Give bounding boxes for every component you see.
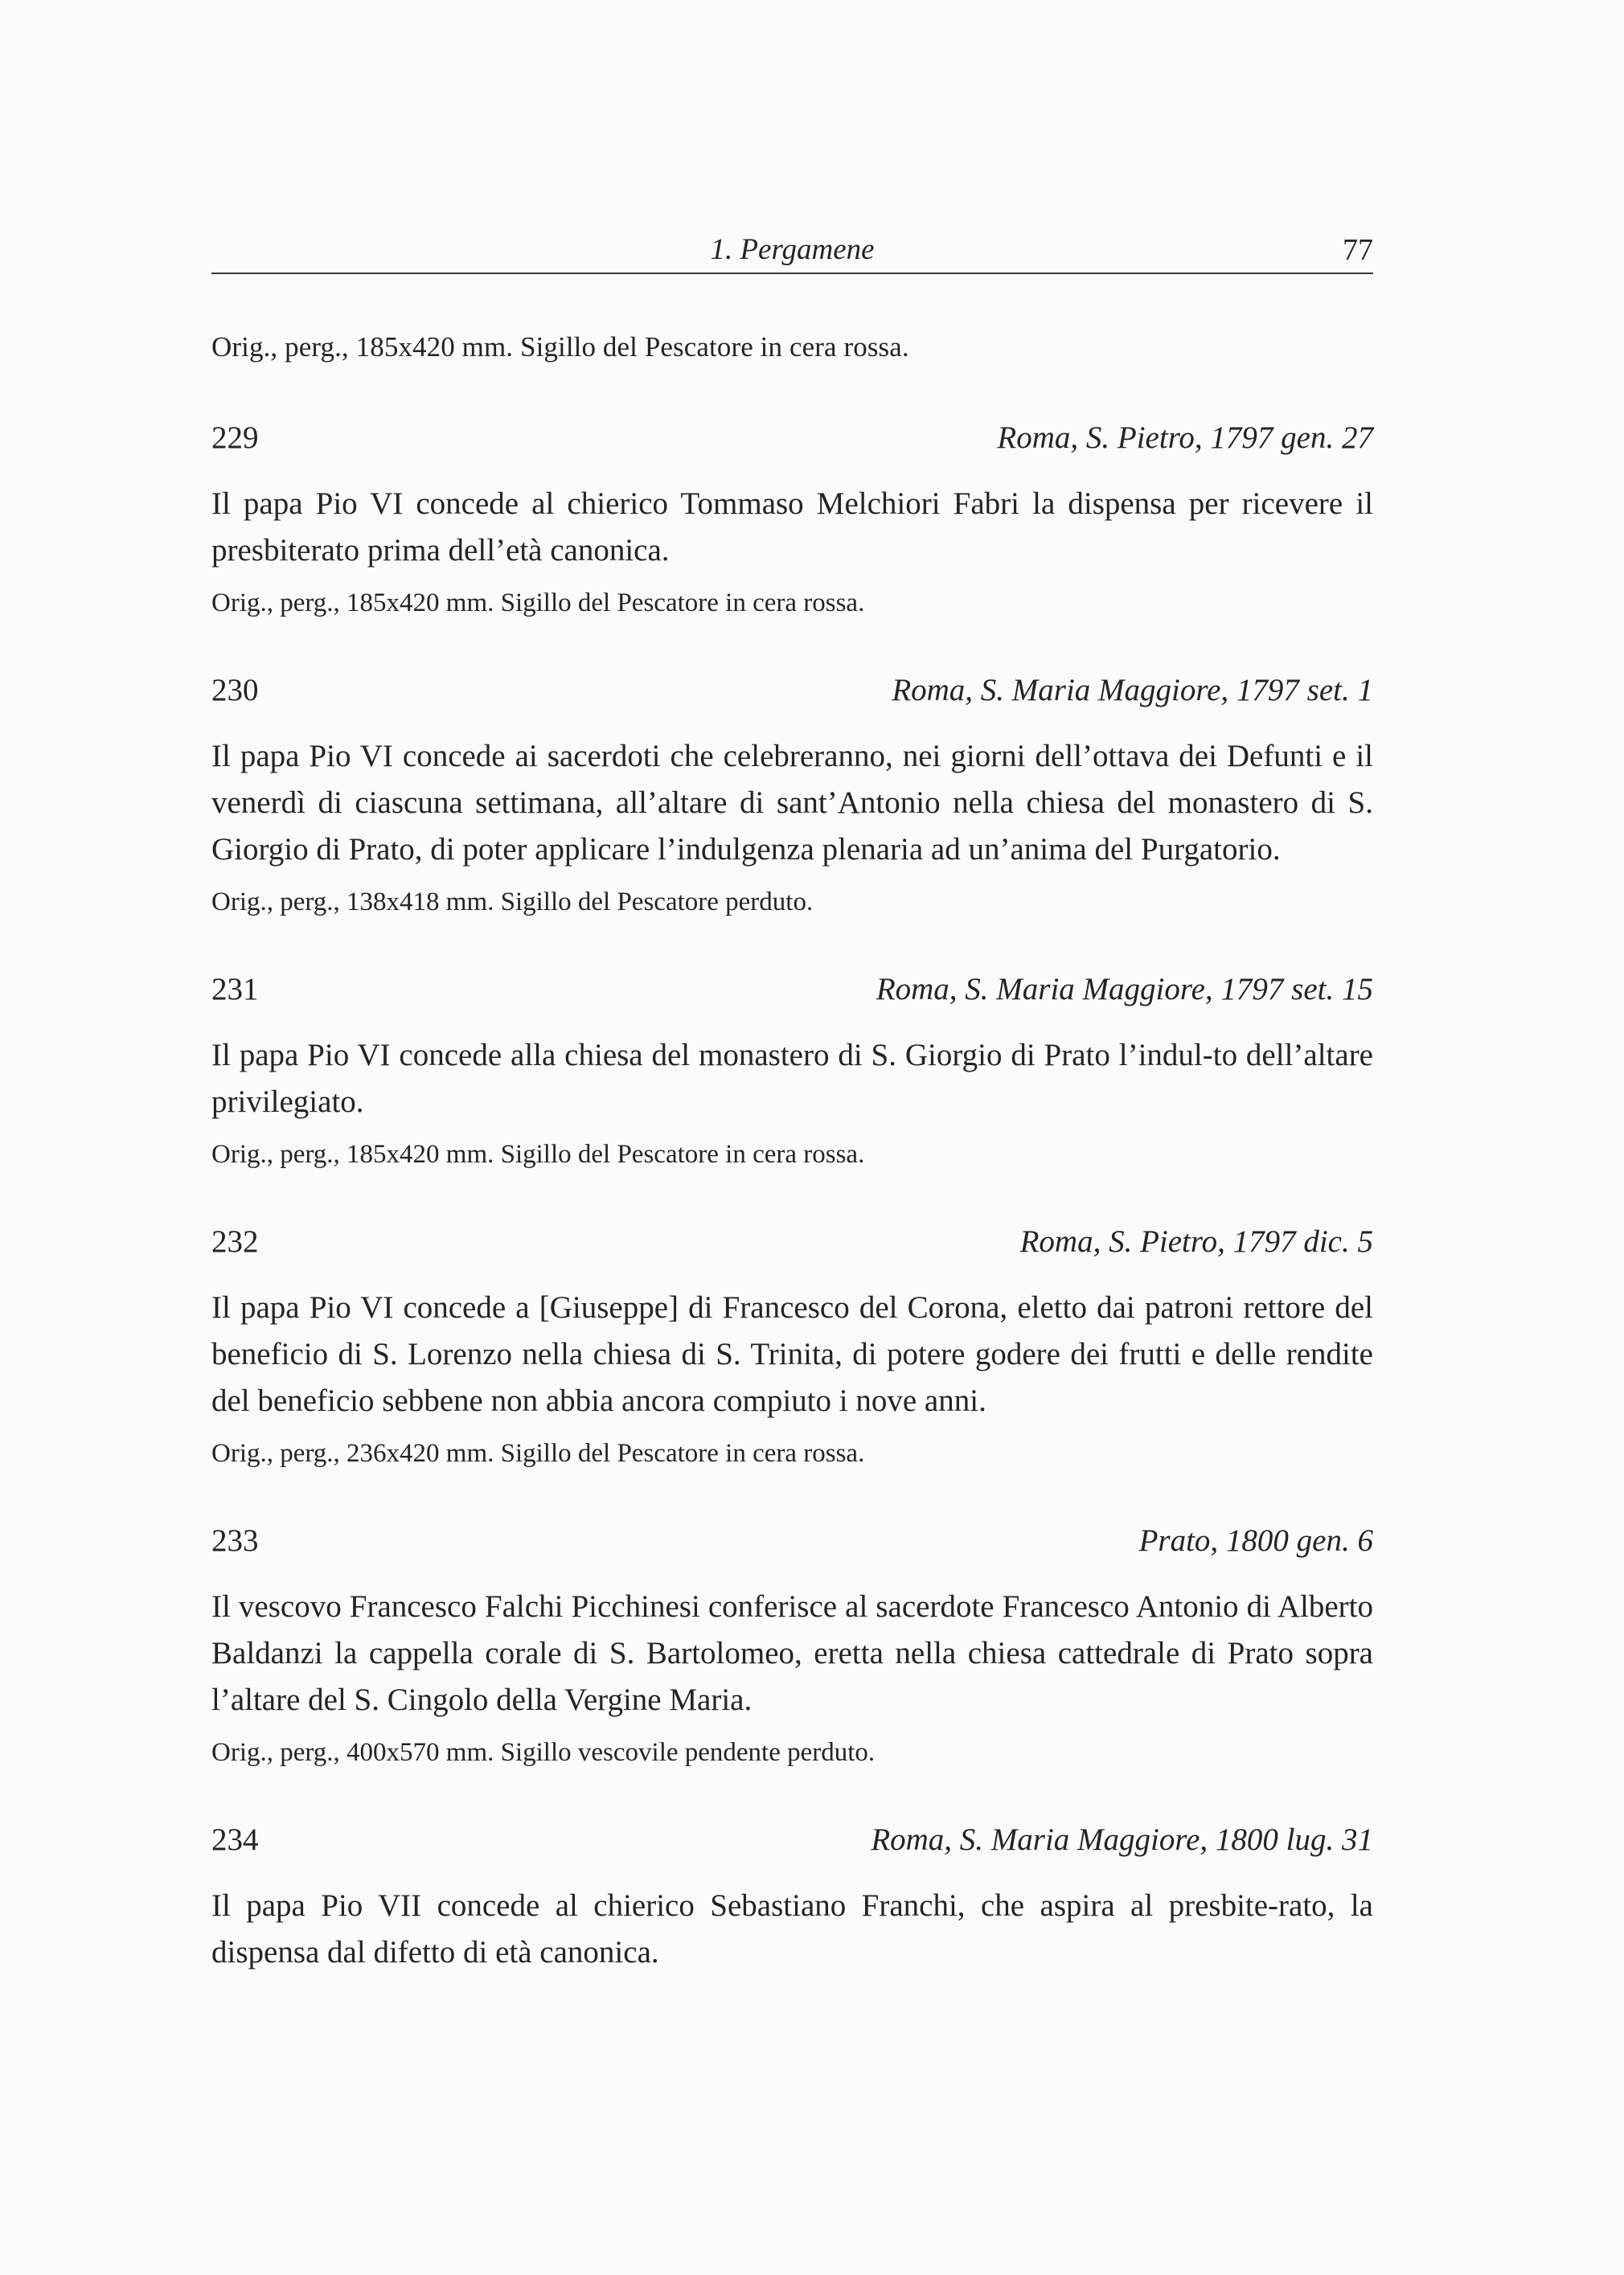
entry-231 bbox=[211, 971, 1373, 1175]
entry-heading bbox=[211, 1523, 1373, 1572]
entry-230 bbox=[211, 672, 1373, 923]
entry-heading bbox=[211, 1822, 1373, 1871]
entry-place-date: Roma, S. Pietro, 1797 dic. 5 bbox=[1019, 1224, 1373, 1259]
entry-place-date: Roma, S. Pietro, 1797 gen. 27 bbox=[997, 420, 1373, 455]
entry-233 bbox=[211, 1523, 1373, 1773]
page-body bbox=[211, 326, 1373, 2024]
carryover-note: Orig., perg., 185x420 mm. Sigillo del Pescatore in cera rossa. bbox=[211, 331, 909, 363]
entry-number: 231 bbox=[211, 972, 259, 1006]
entry-note: Orig., perg., 400x570 mm. Sigillo vescovile pendente perduto. bbox=[211, 1738, 876, 1767]
entry-summary: Il papa Pio VI concede a [Giuseppe] di Francesco del Corona, eletto dai patroni rettore del beneficio di S. Lorenzo nella chiesa di S. Trinita, di potere godere dei frutti e delle rendite del beneficio sebbene non abbia ancora compiuto i nove anni. bbox=[211, 1290, 1373, 1418]
entry-note: Orig., perg., 236x420 mm. Sigillo del Pescatore in cera rossa. bbox=[211, 1439, 865, 1468]
entry-summary: Il papa Pio VI concede ai sacerdoti che celebreranno, nei giorni dell’ottava dei Defunti e il venerdì di ciascuna settimana, all’altare di sant’Antonio nella chiesa del monastero di S. Giorgio di Prato, di poter applicare l’indulgenza plenaria ad un’anima del Purgatorio. bbox=[211, 739, 1373, 867]
entry-place-date: Roma, S. Maria Maggiore, 1797 set. 1 bbox=[892, 673, 1373, 707]
entry-heading bbox=[211, 420, 1373, 469]
entry-note: Orig., perg., 185x420 mm. Sigillo del Pescatore in cera rossa. bbox=[211, 1140, 865, 1169]
running-title: 1. Pergamene bbox=[710, 233, 875, 266]
entry-list bbox=[211, 420, 1373, 1976]
entry-place-date: Prato, 1800 gen. 6 bbox=[1138, 1523, 1373, 1558]
entry-summary: Il papa Pio VI concede al chierico Tommaso Melchiori Fabri la dispensa per ricevere il presbiterato prima dell’età canonica. bbox=[211, 486, 1373, 568]
entry-heading bbox=[211, 971, 1373, 1021]
page-number: 77 bbox=[1343, 233, 1373, 267]
entry-place-date: Roma, S. Maria Maggiore, 1800 lug. 31 bbox=[871, 1822, 1373, 1857]
entry-summary: Il vescovo Francesco Falchi Picchinesi conferisce al sacerdote Francesco Antonio di Alberto Baldanzi la cappella corale di S. Bartolomeo, eretta nella chiesa cattedrale di Prato sopra l’altare del S. Cingolo della Vergine Maria. bbox=[211, 1589, 1373, 1717]
entry-summary: Il papa Pio VII concede al chierico Sebastiano Franchi, che aspira al presbite-rato, la dispensa dal difetto di età canonica. bbox=[211, 1888, 1373, 1970]
entry-number: 233 bbox=[211, 1523, 259, 1558]
header-rule bbox=[211, 273, 1373, 274]
entry-number: 234 bbox=[211, 1822, 259, 1857]
entry-number: 229 bbox=[211, 420, 259, 455]
entry-234 bbox=[211, 1822, 1373, 1976]
entry-place-date: Roma, S. Maria Maggiore, 1797 set. 15 bbox=[876, 972, 1373, 1006]
entry-number: 232 bbox=[211, 1224, 259, 1259]
entry-232 bbox=[211, 1224, 1373, 1474]
entry-note: Orig., perg., 138x418 mm. Sigillo del Pescatore perduto. bbox=[211, 887, 814, 916]
entry-summary: Il papa Pio VI concede alla chiesa del monastero di S. Giorgio di Prato l’indul-to dell’altare privilegiato. bbox=[211, 1038, 1373, 1119]
entry-number: 230 bbox=[211, 673, 259, 707]
entry-heading bbox=[211, 672, 1373, 722]
entry-heading bbox=[211, 1224, 1373, 1273]
entry-229 bbox=[211, 420, 1373, 624]
entry-note: Orig., perg., 185x420 mm. Sigillo del Pescatore in cera rossa. bbox=[211, 588, 865, 617]
running-head bbox=[211, 229, 1373, 277]
